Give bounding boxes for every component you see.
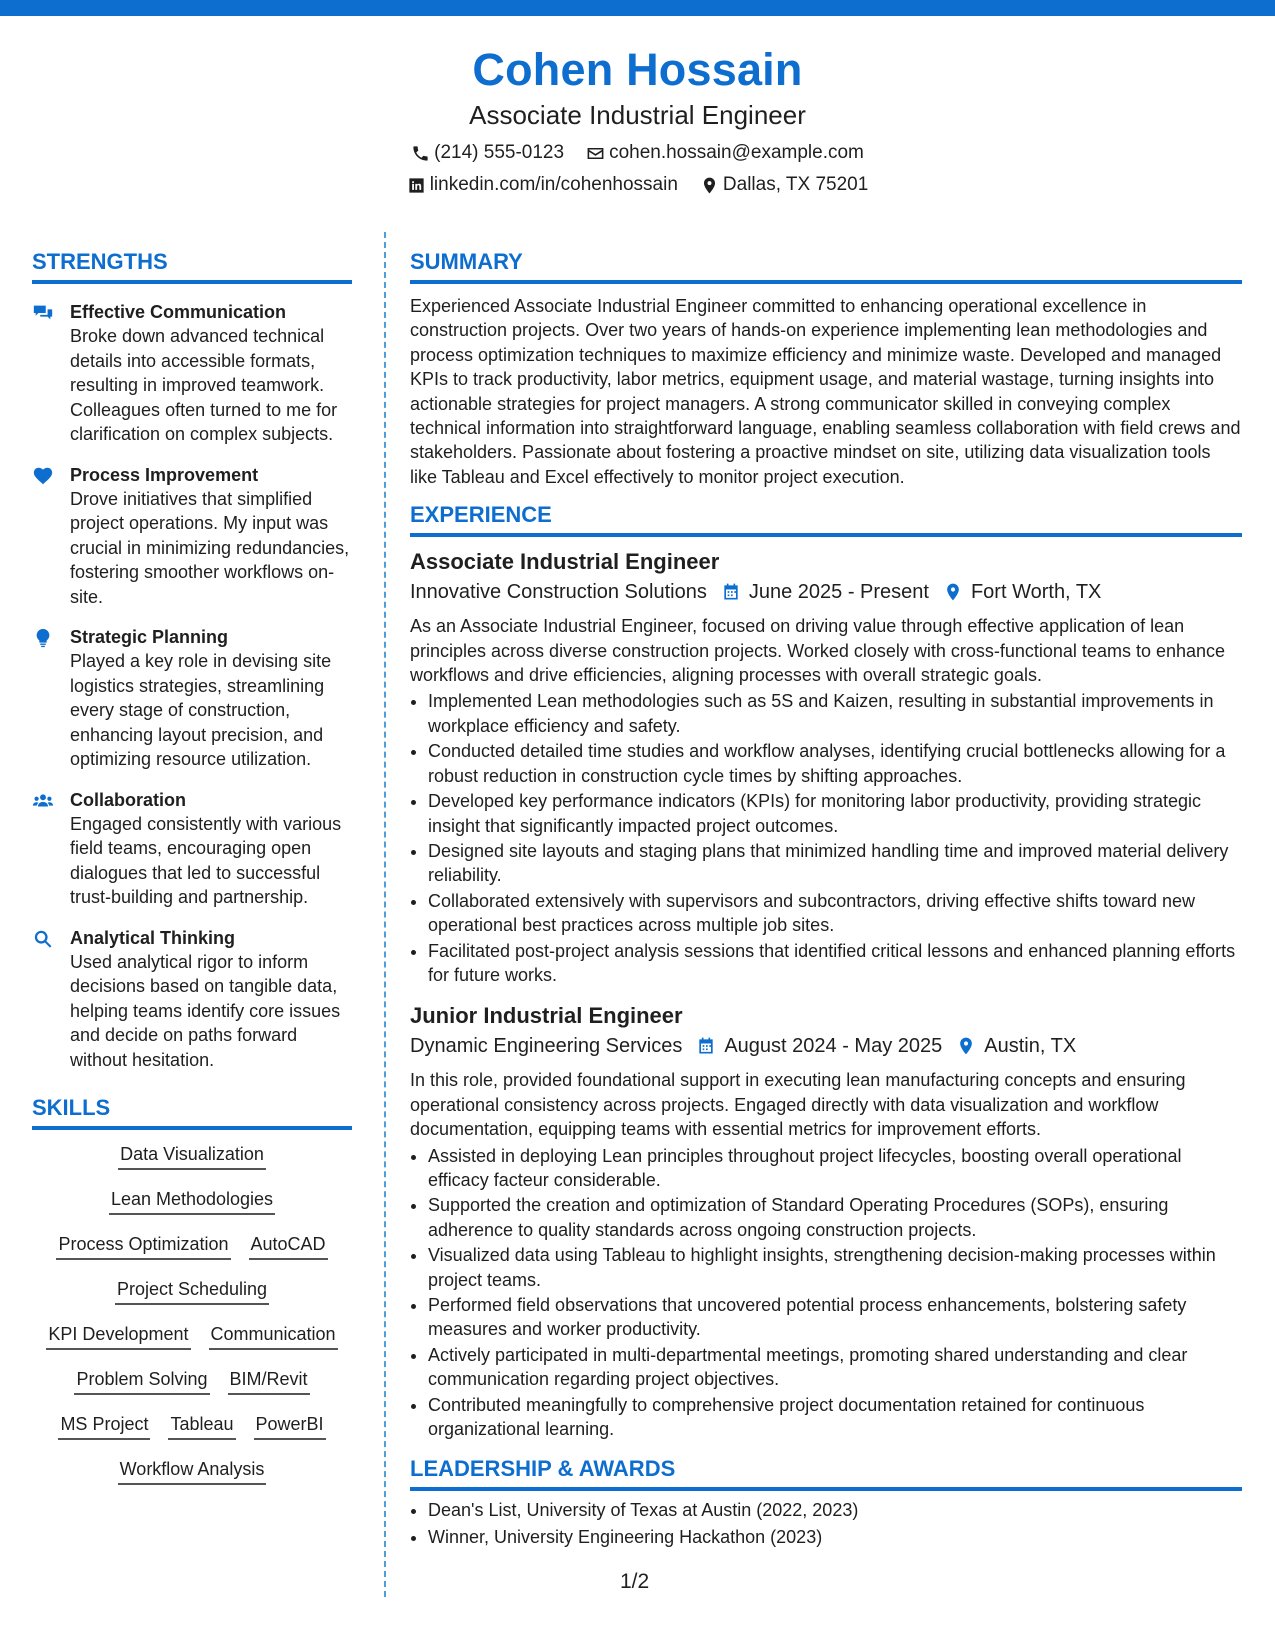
skills-list xyxy=(32,1142,352,1485)
skill-row xyxy=(32,1457,352,1485)
summary-text: Experienced Associate Industrial Engineer committed to enhancing operational excellence in construction projects. Over two years of hands-on experience implementing lean methodologies and process optimization techniques to maximize efficiency and minimize waste. Developed and managed KPIs to track productivity, labor metrics, equipment usage, and material wastage, turning insights into actionable strategies for project managers. A strong communicator skilled in conveying complex technical information into straightforward language, enabling seamless collaboration with field crews and stakeholders. Passionate about fostering a proactive mindset on site, utilizing data visualization tools like Tableau and Excel effectively to monitor project execution. xyxy=(410,296,1241,487)
strength-item xyxy=(32,625,352,772)
skills-heading: SKILLS xyxy=(32,1094,352,1130)
job-entry xyxy=(410,1001,1242,1441)
job-bullets xyxy=(410,1144,1242,1442)
skill-row xyxy=(32,1277,352,1305)
skill-tag: BIM/Revit xyxy=(228,1367,310,1395)
top-accent-bar xyxy=(0,0,1275,16)
job-bullet: • Facilitated post-project analysis sessions that identified critical lessons and enhanced planning efforts for future works. xyxy=(428,939,1242,988)
job-bullet: • Conducted detailed time studies and workflow analyses, identifying crucial bottlenecks allowing for a robust reduction in construction cycle times by shifting approaches. xyxy=(428,739,1242,788)
skill-tag: Problem Solving xyxy=(74,1367,209,1395)
column-divider xyxy=(384,232,386,1597)
strength-title: Process Improvement xyxy=(70,464,259,485)
job-bullets xyxy=(410,689,1242,987)
candidate-name: Cohen Hossain xyxy=(472,44,803,95)
contact-location xyxy=(700,172,868,198)
job-location: Fort Worth, TX xyxy=(970,581,1102,604)
skill-tag: Lean Methodologies xyxy=(109,1187,275,1215)
skill-row xyxy=(32,1142,352,1170)
skill-tag: KPI Development xyxy=(46,1322,190,1350)
job-entry xyxy=(410,547,1242,987)
lightbulb-icon xyxy=(32,627,54,649)
job-dates: August 2024 - May 2025 xyxy=(724,1035,943,1058)
contact-email[interactable] xyxy=(586,140,864,166)
job-meta xyxy=(410,577,1242,607)
skill-tag: Tableau xyxy=(168,1412,235,1440)
strength-text: Broke down advanced technical details into accessible formats, resulting in improved teamwork. Colleagues often turned to me for clarification on complex subjects. xyxy=(70,326,338,444)
calendar-icon xyxy=(696,1036,716,1056)
calendar-icon xyxy=(721,582,741,602)
linkedin-icon xyxy=(407,176,426,195)
comments-icon xyxy=(32,302,54,324)
job-location: Austin, TX xyxy=(984,1035,1077,1058)
job-bullet: • Contributed meaningfully to comprehensive project documentation retained for continuous organizational learning. xyxy=(428,1393,1242,1442)
job-title: Associate Industrial Engineer xyxy=(410,549,720,575)
job-bullet: • Designed site layouts and staging plans that minimized handling time and improved material delivery reliability. xyxy=(428,839,1242,888)
skill-tag: Data Visualization xyxy=(118,1142,266,1170)
skill-row xyxy=(32,1232,352,1260)
award-item: • Winner, University Engineering Hackathon (2023) xyxy=(428,1524,1242,1551)
linkedin-text: linkedin.com/in/cohenhossain xyxy=(429,174,678,195)
resume-header xyxy=(0,44,1275,198)
skill-tag: PowerBI xyxy=(254,1412,326,1440)
job-title: Junior Industrial Engineer xyxy=(410,1003,683,1029)
phone-icon xyxy=(411,144,430,163)
job-bullet: • Supported the creation and optimization of Standard Operating Procedures (SOPs), ensuring adherence to quality standards across ongoing construction projects. xyxy=(428,1193,1242,1242)
skill-tag: AutoCAD xyxy=(249,1232,328,1260)
awards-list xyxy=(410,1497,1242,1551)
map-pin-icon xyxy=(700,176,719,195)
envelope-icon xyxy=(586,144,605,163)
email-text: cohen.hossain@example.com xyxy=(609,142,864,163)
job-bullet: • Implemented Lean methodologies such as 5S and Kaizen, resulting in substantial improvements in workplace efficiency and safety. xyxy=(428,689,1242,738)
job-bullet: • Developed key performance indicators (KPIs) for monitoring labor productivity, providing strategic insight that significantly impacted project outcomes. xyxy=(428,789,1242,838)
strengths-heading: STRENGTHS xyxy=(32,248,352,284)
skill-tag: Workflow Analysis xyxy=(118,1457,267,1485)
skill-row xyxy=(32,1322,352,1350)
contact-row-2 xyxy=(0,172,1275,198)
job-description: In this role, provided foundational support in executing lean manufacturing concepts and ensuring operational consistency across projects. Engaged directly with data visualization and workflow documentation, equipping teams with essential metrics for improvement efforts. xyxy=(410,1070,1186,1140)
job-bullet: • Collaborated extensively with supervisors and subcontractors, driving effective shifts toward new operational best practices across multiple job sites. xyxy=(428,889,1242,938)
strength-item xyxy=(32,463,352,610)
strength-item xyxy=(32,300,352,447)
map-pin-icon xyxy=(956,1036,976,1056)
search-icon xyxy=(32,928,54,950)
skill-row xyxy=(32,1187,352,1215)
page-number: 1/2 xyxy=(620,1570,650,1593)
skill-tag: Process Optimization xyxy=(56,1232,230,1260)
strength-text: Drove initiatives that simplified project operations. My input was crucial in minimizing redundancies, fostering smoother workflows on-site. xyxy=(70,488,350,607)
skill-tag: MS Project xyxy=(58,1412,150,1440)
contact-phone xyxy=(411,140,564,166)
left-column xyxy=(32,248,352,1502)
job-bullet: • Visualized data using Tableau to highlight insights, strengthening decision-making processes within project teams. xyxy=(428,1243,1242,1292)
experience-heading: EXPERIENCE xyxy=(410,501,1242,537)
job-meta xyxy=(410,1031,1242,1061)
skill-tag: Project Scheduling xyxy=(115,1277,269,1305)
strength-item xyxy=(32,788,352,910)
contact-linkedin[interactable] xyxy=(407,172,678,198)
heart-icon xyxy=(32,465,54,487)
job-company: Innovative Construction Solutions xyxy=(410,581,707,604)
job-company: Dynamic Engineering Services xyxy=(410,1035,683,1058)
contact-row-1 xyxy=(0,140,1275,166)
job-bullet: • Performed field observations that uncovered potential process enhancements, bolstering safety measures and worker productivity. xyxy=(428,1293,1242,1342)
location-text: Dallas, TX 75201 xyxy=(722,174,869,195)
strength-item xyxy=(32,926,352,1073)
map-pin-icon xyxy=(943,582,963,602)
summary-heading: SUMMARY xyxy=(410,248,1242,284)
strength-title: Collaboration xyxy=(70,789,186,810)
job-bullet: • Actively participated in multi-departmental meetings, promoting shared understanding and clear communication regarding project objectives. xyxy=(428,1343,1242,1392)
skill-row xyxy=(32,1412,352,1440)
users-icon xyxy=(32,790,54,812)
award-item: • Dean's List, University of Texas at Austin (2022, 2023) xyxy=(428,1497,1242,1524)
phone-text: (214) 555-0123 xyxy=(434,142,565,163)
job-description: As an Associate Industrial Engineer, focused on driving value through effective application of lean principles across diverse construction projects. Worked closely with cross-functional teams to enhance workflows and drive efficiencies, aligning processes with overall strategic goals. xyxy=(410,616,1226,686)
strength-title: Strategic Planning xyxy=(70,627,229,647)
skill-row xyxy=(32,1367,352,1395)
candidate-title: Associate Industrial Engineer xyxy=(469,100,806,130)
strength-text: Played a key role in devising site logistics strategies, streamlining every stage of construction, enhancing layout precision, and optimizing resource utilization. xyxy=(70,651,332,769)
strength-text: Used analytical rigor to inform decisions based on tangible data, helping teams identify core issues and decide on paths forward without hesitation. xyxy=(70,951,341,1070)
skill-tag: Communication xyxy=(209,1322,338,1350)
job-bullet: • Assisted in deploying Lean principles throughout project lifecycles, boosting overall operational efficacy facteur considerable. xyxy=(428,1144,1242,1193)
strength-title: Effective Communication xyxy=(70,302,287,322)
strength-title: Analytical Thinking xyxy=(70,927,236,948)
leadership-heading: LEADERSHIP & AWARDS xyxy=(410,1455,1242,1491)
strength-text: Engaged consistently with various field teams, encouraging open dialogues that led to successful trust-building and partnership. xyxy=(70,813,342,907)
right-column xyxy=(410,248,1242,1551)
job-dates: June 2025 - Present xyxy=(748,581,929,604)
